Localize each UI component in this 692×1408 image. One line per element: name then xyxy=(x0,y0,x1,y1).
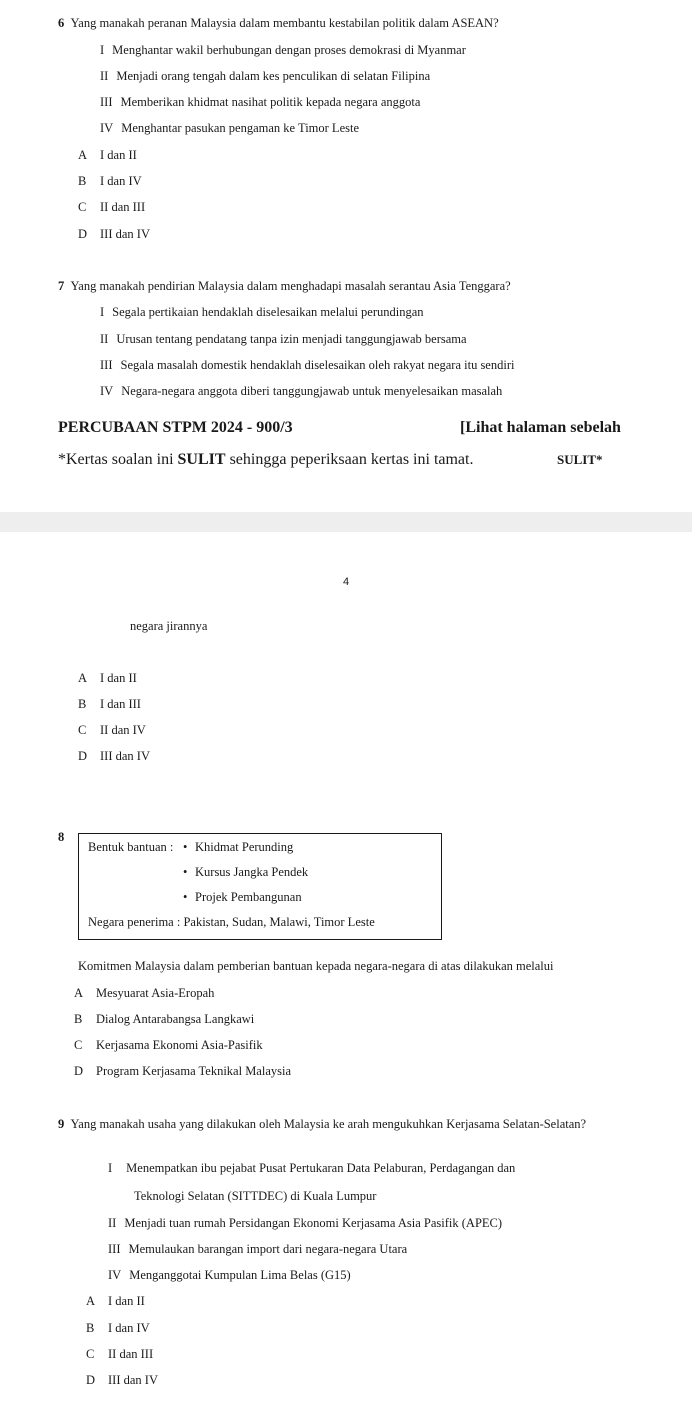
statement-item: IV Negara-negara anggota diberi tanggungjawab untuk menyelesaikan masalah xyxy=(100,384,503,398)
aid-info-box xyxy=(78,833,442,940)
aid-item: • Projek Pembangunan xyxy=(183,890,302,904)
statement-item: I Menempatkan ibu pejabat Pusat Pertukaran Data Pelaburan, Perdagangan dan xyxy=(108,1161,516,1175)
question-6-stem xyxy=(58,15,499,31)
next-page-note: [Lihat halaman sebelah xyxy=(460,419,621,436)
exam-title: PERCUBAAN STPM 2024 - 900/3 xyxy=(58,419,293,436)
option-b: B I dan III xyxy=(78,697,141,711)
page-separator xyxy=(0,512,692,532)
option-d: D Program Kerjasama Teknikal Malaysia xyxy=(74,1064,292,1078)
option-d: D III dan IV xyxy=(86,1373,158,1387)
statement-item: III Memberikan khidmat nasihat politik kepada negara anggota xyxy=(100,95,421,109)
statement-item: IV Menghantar pasukan pengaman ke Timor Leste xyxy=(100,121,359,135)
option-b: B I dan IV xyxy=(86,1321,150,1335)
question-text: Yang manakah pendirian Malaysia dalam menghadapi masalah serantau Asia Tenggara? xyxy=(70,279,511,293)
statement-item: Teknologi Selatan (SITTDEC) di Kuala Lumpur xyxy=(134,1189,377,1203)
statement-continuation: negara jirannya xyxy=(130,619,208,633)
question-text: Komitmen Malaysia dalam pemberian bantuan kepada negara-negara di atas dilakukan melalui xyxy=(78,959,554,973)
option-a: A I dan II xyxy=(78,148,137,162)
aid-item: • Khidmat Perunding xyxy=(183,840,294,854)
question-number: 8 xyxy=(58,830,65,844)
option-c: C II dan IV xyxy=(78,723,146,737)
statement-item: I Segala pertikaian hendaklah diselesaikan melalui perundingan xyxy=(100,305,424,319)
option-a: A I dan II xyxy=(78,671,137,685)
question-number: 7 xyxy=(58,279,65,293)
statement-item: IV Menganggotai Kumpulan Lima Belas (G15) xyxy=(108,1268,351,1282)
option-c: C Kerjasama Ekonomi Asia-Pasifik xyxy=(74,1038,263,1052)
statement-item: I Menghantar wakil berhubungan dengan proses demokrasi di Myanmar xyxy=(100,43,466,57)
option-c: C II dan III xyxy=(78,200,146,214)
aid-label: Bentuk bantuan : xyxy=(88,840,174,854)
statement-item: II Menjadi tuan rumah Persidangan Ekonomi Kerjasama Asia Pasifik (APEC) xyxy=(108,1216,503,1230)
statement-item: III Segala masalah domestik hendaklah diselesaikan oleh rakyat negara itu sendiri xyxy=(100,358,515,372)
statement-item: II Urusan tentang pendatang tanpa izin menjadi tanggungjawab bersama xyxy=(100,332,467,346)
aid-item: • Kursus Jangka Pendek xyxy=(183,865,309,879)
recipients-line: Negara penerima : Pakistan, Sudan, Malawi, Timor Leste xyxy=(88,915,375,929)
option-c: C II dan III xyxy=(86,1347,154,1361)
option-a: A I dan II xyxy=(86,1294,145,1308)
option-d: D III dan IV xyxy=(78,227,150,241)
question-9-stem xyxy=(58,1116,598,1132)
question-text: Yang manakah usaha yang dilakukan oleh Malaysia ke arah mengukuhkan Kerjasama Selatan-Selatan? xyxy=(70,1117,587,1131)
question-number: 9 xyxy=(58,1117,65,1131)
confidential-notice: *Kertas soalan ini SULIT sehingga peperiksaan kertas ini tamat. xyxy=(58,451,474,468)
option-b: B Dialog Antarabangsa Langkawi xyxy=(74,1012,255,1026)
classification-label: SULIT* xyxy=(557,452,603,467)
option-a: A Mesyuarat Asia-Eropah xyxy=(74,986,215,1000)
option-b: B I dan IV xyxy=(78,174,142,188)
statement-item: II Menjadi orang tengah dalam kes penculikan di selatan Filipina xyxy=(100,69,431,83)
option-d: D III dan IV xyxy=(78,749,150,763)
statement-item: III Memulaukan barangan import dari negara-negara Utara xyxy=(108,1242,408,1256)
question-7-stem xyxy=(58,278,511,294)
question-number: 6 xyxy=(58,16,65,30)
question-text: Yang manakah peranan Malaysia dalam membantu kestabilan politik dalam ASEAN? xyxy=(70,16,499,30)
page-number: 4 xyxy=(342,576,350,588)
